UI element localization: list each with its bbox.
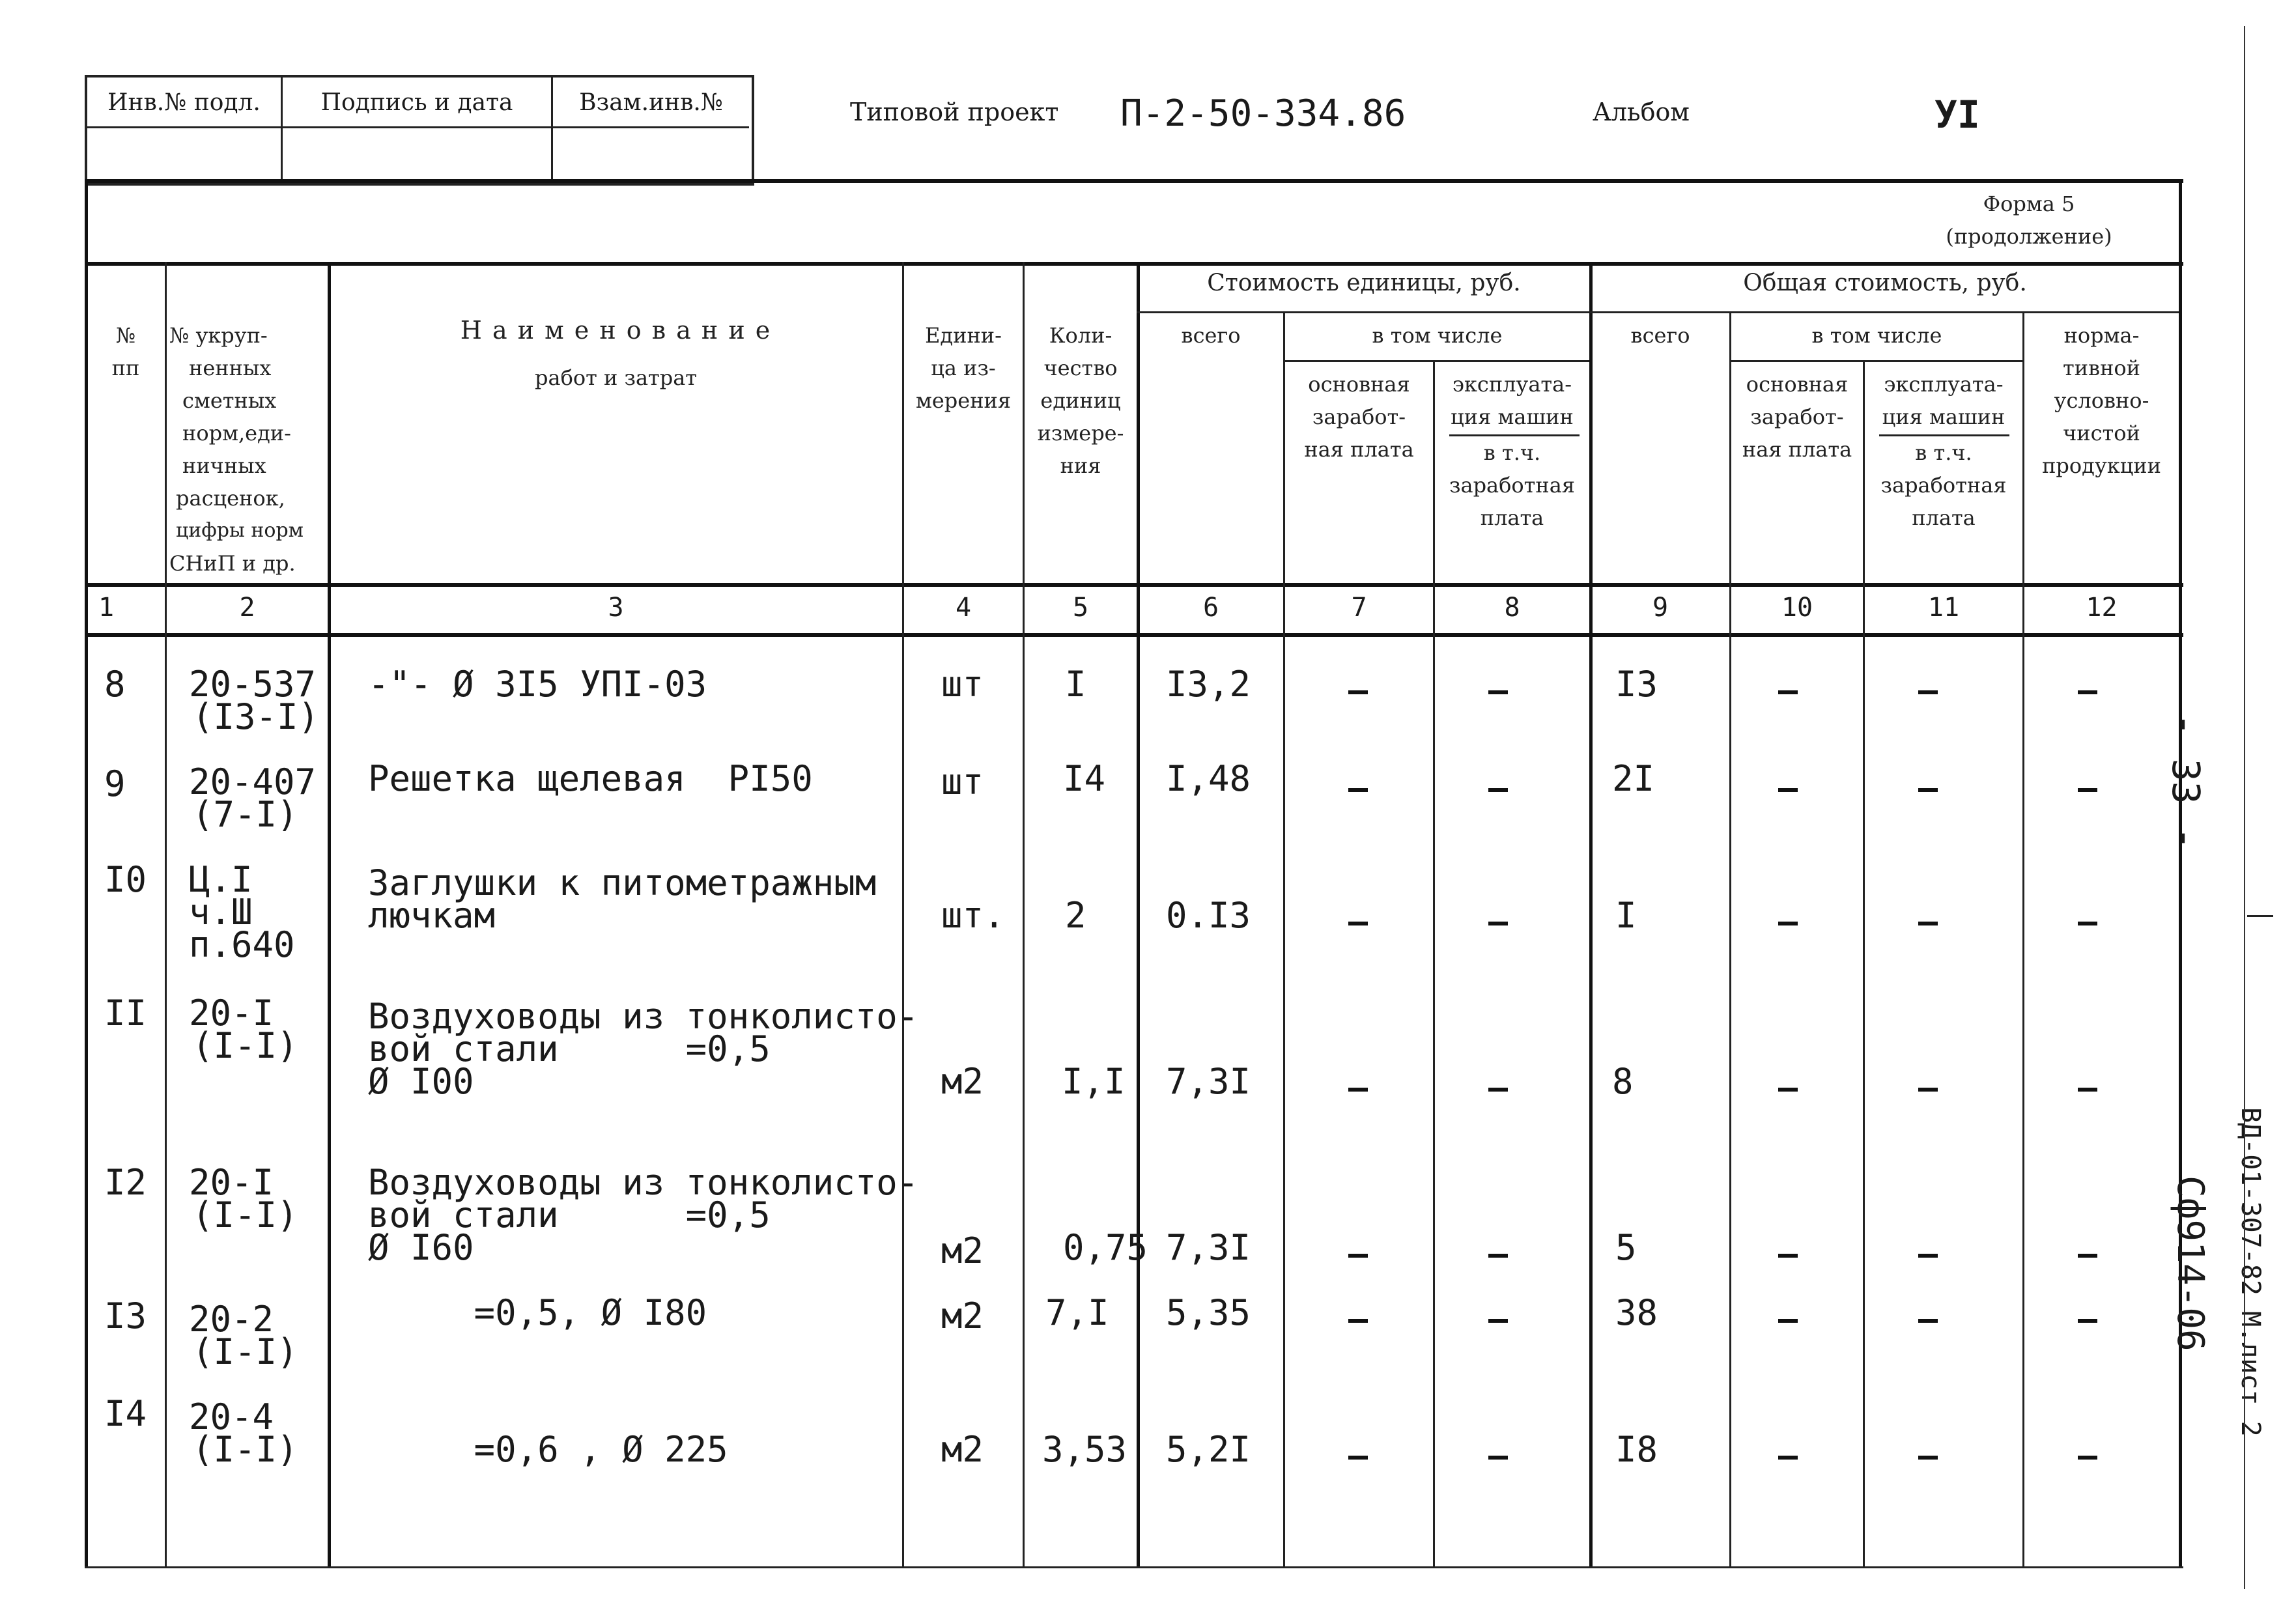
empty-dash (1488, 1254, 1508, 1258)
row-number: I4 (104, 1393, 147, 1434)
row-number: 9 (104, 763, 126, 804)
page-number: - 33 - (2164, 713, 2208, 850)
empty-dash (2078, 690, 2097, 694)
empty-dash (1778, 690, 1798, 694)
stamp-inv-label: Инв.№ подл. (87, 78, 283, 128)
col2-header-l8: СНиП и др. (169, 551, 296, 576)
row-unit: м2 (941, 1061, 984, 1102)
colnum-10: 10 (1781, 593, 1813, 623)
colnum-7: 7 (1351, 593, 1367, 623)
album-number: УI (1935, 92, 1980, 137)
total-machine-wage-l3: плата (1912, 505, 1976, 530)
col2-header-l6: расценок, (176, 486, 285, 511)
unit-basic-wage-l3: ная плата (1304, 437, 1414, 462)
col-line-6 (1283, 313, 1285, 1566)
unit-subgroup-line (1283, 360, 1589, 362)
margin-edge-line (2244, 26, 2245, 1589)
empty-dash (1348, 922, 1368, 925)
row-name-l1: Воздуховоды из тонколисто- (368, 1162, 919, 1203)
table-top-border (85, 179, 2183, 183)
project-label: Типовой проект (850, 98, 1059, 126)
row-number: I2 (104, 1162, 147, 1203)
row-qty: 0,75 (1063, 1227, 1148, 1268)
col2-header-l4: норм,еди- (182, 421, 291, 445)
row-name-l2: вой стали =0,5 (368, 1194, 771, 1236)
reference-code: ВД-01-307-82 М.лист 2 (2235, 1107, 2265, 1437)
total-machine-l2: ция машин (1882, 404, 2005, 429)
total-total-header: всего (1630, 323, 1690, 348)
row-code-l3: п.640 (189, 924, 295, 965)
unit-machine-wage-l2: заработная (1449, 473, 1575, 498)
row-code-l2: (I-I) (192, 1331, 298, 1372)
row-price: 0.I3 (1166, 895, 1251, 936)
normative-header-l3: условно- (2054, 388, 2149, 413)
col5-header-l4: измере- (1037, 421, 1124, 445)
unit-basic-wage-l2: заработ- (1312, 404, 1406, 429)
col5-header-l3: единиц (1040, 388, 1121, 413)
row-qty: 7,I (1045, 1292, 1109, 1333)
col-line-9 (1729, 313, 1731, 1566)
row-unit: шт (941, 761, 984, 802)
empty-dash (1488, 922, 1508, 925)
col1-header-b: пп (111, 356, 140, 380)
row-code-l1: 20-I (189, 993, 274, 1034)
empty-dash (1348, 1088, 1368, 1092)
row-name-l3: Ø I60 (368, 1227, 474, 1268)
col2-header-l2: ненных (189, 356, 272, 380)
total-subgroup-line (1729, 360, 2022, 362)
empty-dash (1348, 1254, 1368, 1258)
row-qty: 3,53 (1042, 1429, 1127, 1470)
col1-header-a: № (115, 323, 136, 348)
row-price: I3,2 (1166, 664, 1251, 705)
col4-header-l1: Едини- (925, 323, 1002, 348)
total-machine-wage-l1: в т.ч. (1915, 440, 1972, 465)
empty-dash (1488, 690, 1508, 694)
row-unit: м2 (941, 1230, 984, 1271)
unit-machine-l1: эксплуата- (1453, 372, 1572, 397)
unit-machine-wage-l3: плата (1480, 505, 1544, 530)
row-code-l1: 20-407 (189, 761, 317, 802)
col2-header-l1: № укруп- (169, 323, 268, 348)
empty-dash (2078, 1254, 2097, 1258)
normative-header-l2: тивной (2063, 356, 2140, 380)
row-unit: м2 (941, 1295, 984, 1336)
col2-header-l5: ничных (182, 453, 266, 478)
row-name-l1: Решетка щелевая PI50 (368, 758, 813, 799)
archive-stamp (85, 75, 754, 186)
empty-dash (1778, 1254, 1798, 1258)
row-qty: I,I (1062, 1061, 1126, 1102)
col-line-5 (1137, 262, 1140, 1566)
table-header-top (85, 262, 2183, 266)
empty-dash (1778, 788, 1798, 792)
colnum-11: 11 (1927, 593, 1960, 623)
row-code-l2: (7-I) (192, 794, 298, 835)
row-total: I (1615, 895, 1637, 936)
empty-dash (1488, 788, 1508, 792)
empty-dash (2078, 1456, 2097, 1460)
empty-dash (1918, 690, 1938, 694)
table-bottom-border (85, 1566, 2183, 1568)
row-code-l2: ч.Ш (189, 892, 253, 933)
total-cost-header: Общая стоимость, руб. (1743, 270, 2027, 296)
row-code-l2: (I3-I) (192, 696, 320, 737)
stamp-inv-value (87, 128, 283, 180)
unit-basic-wage-l1: основная (1308, 372, 1410, 397)
col-line-8 (1589, 262, 1593, 1566)
normative-header-l1: норма- (2063, 323, 2140, 348)
empty-dash (1918, 1319, 1938, 1323)
empty-dash (1348, 1319, 1368, 1323)
col-line-7 (1433, 361, 1435, 1566)
empty-dash (1918, 1254, 1938, 1258)
row-number: 8 (104, 664, 126, 705)
table-numbers-bottom (85, 633, 2183, 637)
unit-total-header: всего (1181, 323, 1241, 348)
row-price: 5,2I (1166, 1429, 1251, 1470)
colnum-8: 8 (1504, 593, 1520, 623)
row-code-l1: 20-2 (189, 1299, 274, 1340)
empty-dash (1778, 1088, 1798, 1092)
row-name-l2: вой стали =0,5 (368, 1028, 771, 1069)
empty-dash (2078, 788, 2097, 792)
row-qty: I (1065, 664, 1086, 705)
row-price: 5,35 (1166, 1292, 1251, 1333)
empty-dash (1488, 1319, 1508, 1323)
col-line-3 (902, 262, 904, 1566)
empty-dash (1488, 1088, 1508, 1092)
col5-header-l1: Коли- (1049, 323, 1113, 348)
total-machine-wage-l2: заработная (1880, 473, 2007, 498)
row-name-l1: Заглушки к питометражным (368, 862, 877, 903)
total-including-header: в том числе (1811, 323, 1942, 348)
row-total: 2I (1612, 758, 1655, 799)
total-basic-wage-l3: ная плата (1742, 437, 1852, 462)
col2-header-l3: сметных (182, 388, 277, 413)
row-qty: I4 (1063, 758, 1106, 799)
row-total: 8 (1612, 1061, 1634, 1102)
normative-header-l5: продукции (2042, 453, 2161, 478)
stamp-signature-label: Подпись и дата (283, 78, 553, 128)
empty-dash (2078, 1088, 2097, 1092)
row-name-l1: =0,5, Ø I80 (368, 1292, 707, 1333)
row-total: I8 (1615, 1429, 1658, 1470)
stamp-signature-value (283, 128, 553, 180)
row-number: II (104, 993, 147, 1034)
row-unit: шт (941, 664, 984, 705)
row-code-l2: (I-I) (192, 1194, 298, 1236)
empty-dash (1348, 788, 1368, 792)
table-right-border (2179, 179, 2182, 1566)
colnum-1: 1 (98, 593, 115, 623)
empty-dash (1348, 690, 1368, 694)
total-basic-wage-l2: заработ- (1750, 404, 1844, 429)
row-name-l1: =0,6 , Ø 225 (368, 1429, 728, 1470)
empty-dash (1918, 922, 1938, 925)
unit-including-header: в том числе (1372, 323, 1503, 348)
total-machine-l1: эксплуата- (1884, 372, 2004, 397)
row-code-l2: (I-I) (192, 1429, 298, 1470)
col-line-10 (1863, 361, 1865, 1566)
row-code-l1: 20-4 (189, 1396, 274, 1437)
empty-dash (2078, 922, 2097, 925)
row-total: 38 (1615, 1292, 1658, 1333)
row-total: 5 (1615, 1227, 1637, 1268)
empty-dash (1918, 1088, 1938, 1092)
empty-dash (1778, 922, 1798, 925)
colnum-6: 6 (1202, 593, 1219, 623)
row-unit: м2 (941, 1429, 984, 1470)
table-header-bottom (85, 583, 2183, 587)
colnum-4: 4 (955, 593, 972, 623)
col4-header-l3: мерения (915, 388, 1012, 413)
colnum-3: 3 (608, 593, 624, 623)
project-code: П-2-50-334.86 (1120, 92, 1406, 135)
table-left-border (85, 179, 88, 1566)
col4-header-l2: ца из- (931, 356, 996, 380)
row-total: I3 (1615, 664, 1658, 705)
normative-header-l4: чистой (2063, 421, 2140, 445)
col5-header-l2: чество (1043, 356, 1118, 380)
empty-dash (1488, 1456, 1508, 1460)
unit-cost-header: Стоимость единицы, руб. (1207, 270, 1521, 296)
colnum-5: 5 (1072, 593, 1089, 623)
empty-dash (1918, 788, 1938, 792)
row-name-l1: Воздуховоды из тонколисто- (368, 996, 919, 1037)
form-label: Форма 5 (1983, 191, 2075, 216)
row-price: 7,3I (1166, 1227, 1251, 1268)
row-name-l1: -"- Ø 3I5 УПI-03 (368, 664, 707, 705)
col2-header-l7: цифры норм (176, 519, 304, 542)
document-code: Сф914-06 (2169, 1176, 2211, 1351)
row-code-l2: (I-I) (192, 1025, 298, 1066)
cost-group-line (1137, 311, 2179, 313)
unit-machine-l2: ция машин (1451, 404, 1574, 429)
row-number: I0 (104, 859, 147, 900)
stamp-replace-value (553, 128, 749, 180)
col-line-1 (165, 262, 167, 1566)
empty-dash (1918, 1456, 1938, 1460)
colnum-9: 9 (1652, 593, 1669, 623)
row-code-l1: 20-I (189, 1162, 274, 1203)
colnum-2: 2 (239, 593, 255, 623)
row-number: I3 (104, 1295, 147, 1336)
row-price: I,48 (1166, 758, 1251, 799)
row-code-l1: 20-537 (189, 664, 317, 705)
empty-dash (1778, 1456, 1798, 1460)
row-price: 7,3I (1166, 1061, 1251, 1102)
empty-dash (1778, 1319, 1798, 1323)
col3-header-sub: работ и затрат (535, 365, 697, 390)
row-name-l3: Ø I00 (368, 1061, 474, 1102)
empty-dash (1348, 1456, 1368, 1460)
empty-dash (2078, 1319, 2097, 1323)
row-unit: шт. (941, 895, 1005, 936)
stamp-replace-label: Взам.инв.№ (553, 78, 749, 128)
col5-header-l5: ния (1060, 453, 1101, 478)
form-continued: (продолжение) (1946, 224, 2112, 249)
row-name-l2: лючкам (368, 895, 496, 936)
total-basic-wage-l1: основная (1746, 372, 1849, 397)
col3-header-name: Н а и м е н о в а н и е (460, 316, 772, 345)
row-qty: 2 (1065, 895, 1086, 936)
margin-tick (2247, 915, 2273, 917)
col-line-2 (328, 262, 331, 1566)
album-label: Альбом (1593, 98, 1690, 126)
colnum-12: 12 (2086, 593, 2118, 623)
col-line-11 (2022, 313, 2024, 1566)
row-code-l1: Ц.I (189, 859, 253, 900)
unit-machine-wage-l1: в т.ч. (1483, 440, 1541, 465)
